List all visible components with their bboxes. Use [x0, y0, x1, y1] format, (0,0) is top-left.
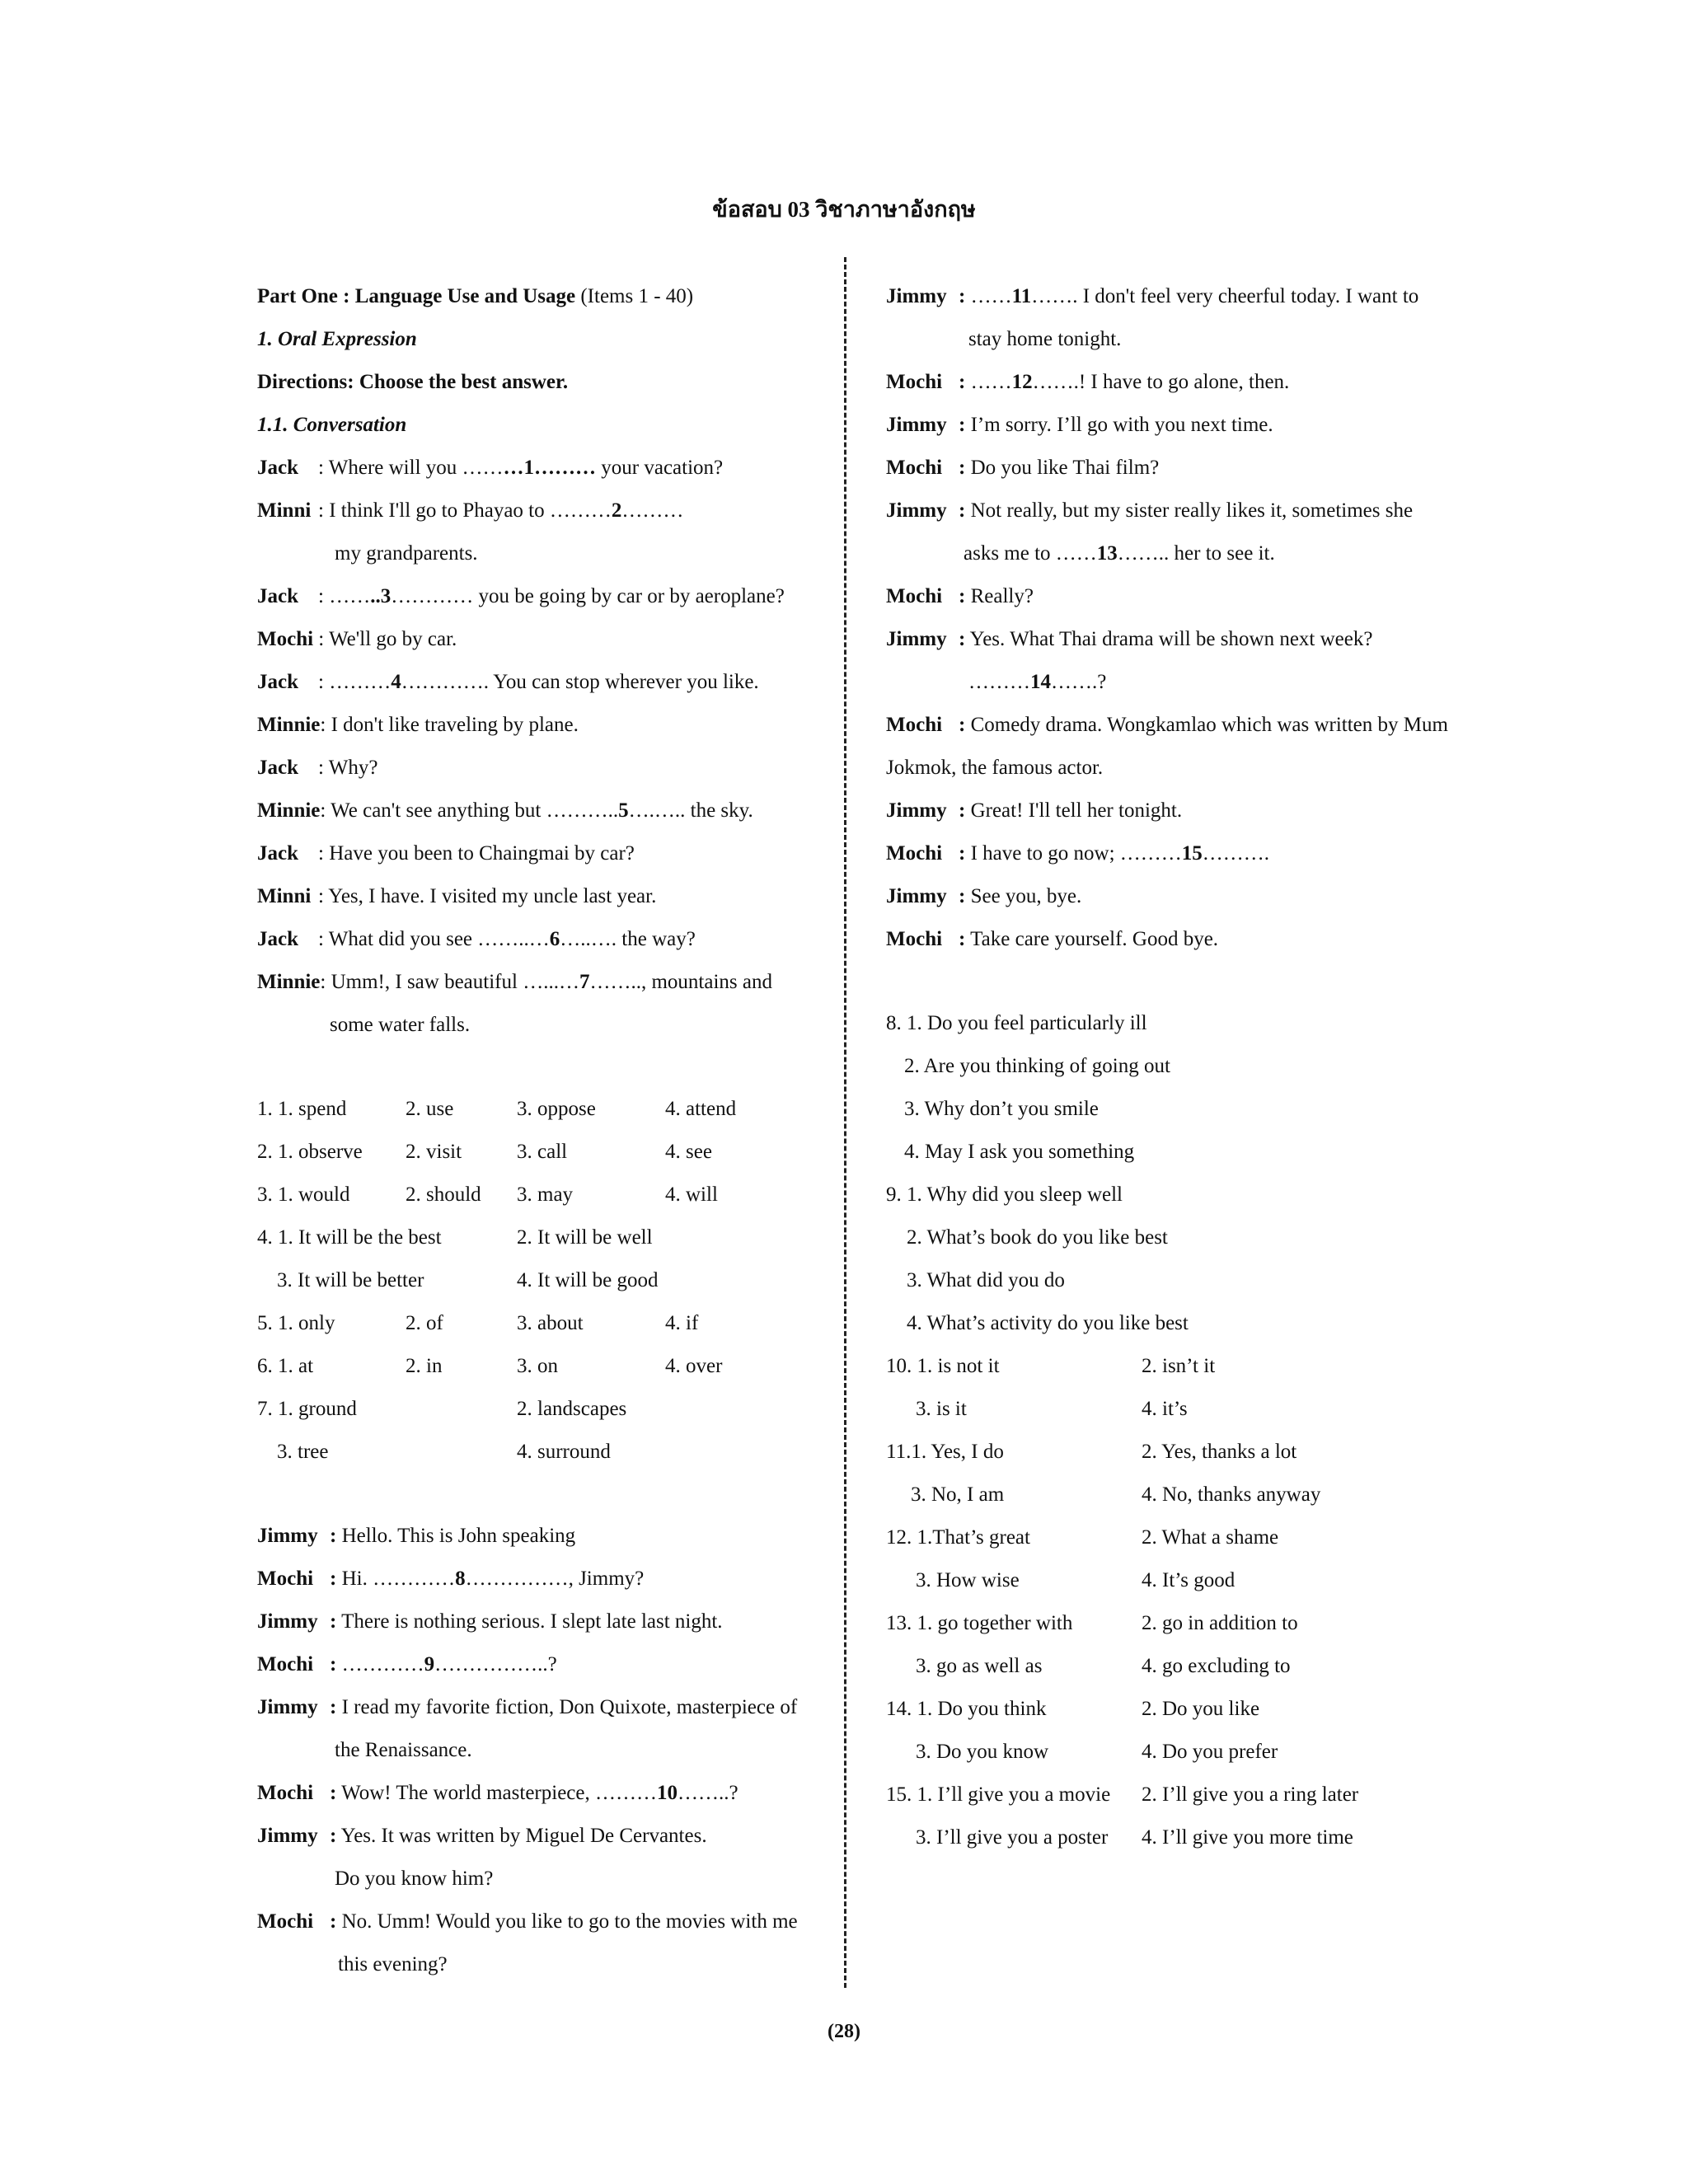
line-text: ………. — [1202, 842, 1270, 865]
blank-number: 4 — [391, 671, 401, 693]
option: 1. 1. spend — [257, 1098, 347, 1120]
line-text: ….….. the sky. — [628, 799, 753, 822]
dialogue-line — [257, 923, 826, 966]
option: 2. visit — [406, 1141, 462, 1163]
blank-number: 15 — [1181, 842, 1203, 865]
part-heading — [257, 280, 826, 323]
line-text: Umm!, I saw beautiful …...… — [331, 971, 579, 993]
dialogue-line — [257, 752, 826, 794]
speaker: Mochi — [257, 1568, 314, 1590]
dialogue-line — [886, 580, 1463, 623]
speaker: Jimmy — [886, 285, 947, 307]
line-text: Wow! The world masterpiece, ……… — [341, 1782, 657, 1804]
subsection-heading: 1.1. Conversation — [257, 414, 407, 436]
option: 3. is it — [916, 1398, 967, 1420]
dialogue-line — [257, 880, 826, 923]
line-text: Why? — [328, 757, 378, 779]
speaker: Jack — [257, 928, 298, 950]
separator: : — [320, 714, 326, 736]
line-text: the Renaissance. — [335, 1739, 472, 1761]
line-text: Great! I'll tell her tonight. — [970, 799, 1183, 822]
line-text: …….? — [1051, 671, 1107, 693]
left-column — [257, 280, 826, 1991]
speaker: Jack — [257, 457, 298, 479]
option-row — [257, 1307, 826, 1350]
option: 2. Are you thinking of going out — [904, 1055, 1170, 1077]
dialogue-continuation — [257, 1948, 826, 1991]
option: 6. 1. at — [257, 1355, 314, 1377]
part-title: Part One : Language Use and Usage — [257, 285, 576, 307]
option-row — [886, 1821, 1463, 1864]
dialogue-line — [257, 1520, 826, 1563]
option: 3. 1. would — [257, 1183, 350, 1206]
dialogue-continuation: Jokmok, the famous actor. — [886, 757, 1104, 779]
separator: : — [318, 585, 324, 607]
speaker: Jimmy — [257, 1825, 318, 1847]
line-text: stay home tonight. — [968, 328, 1122, 350]
blank-number: 7 — [579, 971, 590, 993]
option-row — [886, 1779, 1463, 1821]
blank-number: ..3 — [370, 585, 392, 607]
separator: : — [959, 414, 966, 436]
speaker: Jack — [257, 671, 298, 693]
option: 11.1. Yes, I do — [886, 1441, 1004, 1463]
line-text: ……… — [329, 671, 392, 693]
blank-number: …1……… — [503, 457, 597, 479]
line-text: …… — [329, 585, 371, 607]
option: 15. 1. I’ll give you a movie — [886, 1783, 1111, 1806]
separator: : — [959, 885, 966, 907]
line-text: ……………, Jimmy? — [465, 1568, 645, 1590]
separator: : — [959, 585, 966, 607]
option-row — [886, 1136, 1463, 1179]
speaker: Mochi — [257, 1653, 314, 1675]
blank-number: 14 — [1030, 671, 1051, 693]
line-text: There is nothing serious. I slept late last night. — [341, 1610, 723, 1633]
option-row — [886, 1307, 1463, 1350]
option: 5. 1. only — [257, 1312, 335, 1334]
speaker: Jimmy — [886, 414, 947, 436]
option: 4. will — [665, 1183, 718, 1206]
speaker: Mochi — [886, 842, 943, 865]
separator: : — [330, 1653, 337, 1675]
line-text: ……. I don't feel very cheerful today. I want to — [1031, 285, 1419, 307]
line-text: Take care yourself. Good bye. — [970, 928, 1219, 950]
speaker: Minni — [257, 885, 312, 907]
option-row — [257, 1350, 826, 1393]
dialogue-line — [886, 880, 1463, 923]
dialogue-continuation — [886, 537, 1463, 580]
dialogue-line — [257, 794, 826, 837]
dialogue-line — [886, 366, 1463, 409]
option: 2. Do you like — [1142, 1698, 1260, 1720]
option-row — [886, 1050, 1463, 1093]
line-text: Not really, but my sister really likes it, sometimes she — [970, 499, 1414, 522]
option-row — [886, 1093, 1463, 1136]
speaker: Minni — [257, 499, 312, 522]
speaker: Mochi — [886, 714, 943, 736]
option: 3. go as well as — [916, 1655, 1043, 1677]
line-text: I read my favorite fiction, Don Quixote, masterpiece of — [341, 1696, 798, 1718]
line-text: ……… — [621, 499, 684, 522]
column-divider — [844, 257, 846, 1988]
separator: : — [318, 457, 324, 479]
line-text: Comedy drama. Wongkamlao which was written by Mum — [970, 714, 1448, 736]
line-text: …… — [970, 285, 1012, 307]
line-text: …………. You can stop wherever you like. — [401, 671, 759, 693]
separator: : — [959, 714, 966, 736]
option: 12. 1.That’s great — [886, 1526, 1030, 1549]
separator: : — [318, 928, 324, 950]
dialogue-line — [257, 837, 826, 880]
dialogue-line — [257, 1905, 826, 1948]
option: 3. on — [517, 1355, 558, 1377]
separator: : — [959, 628, 966, 650]
separator: : — [318, 499, 324, 522]
line-text: Hi. ………… — [341, 1568, 456, 1590]
separator: : — [330, 1825, 337, 1847]
blank-number: 6 — [549, 928, 560, 950]
spacer — [257, 1052, 826, 1093]
separator: : — [330, 1910, 337, 1933]
separator: : — [330, 1610, 337, 1633]
dialogue-line — [886, 623, 1463, 666]
line-text: my grandparents. — [335, 542, 478, 565]
speaker: Jimmy — [886, 499, 947, 522]
separator: : — [330, 1696, 337, 1718]
line-text: ………… you be going by car or by aeroplane? — [391, 585, 785, 607]
option-row — [886, 1350, 1463, 1393]
option: 4. No, thanks anyway — [1142, 1483, 1321, 1506]
option: 3. How wise — [916, 1569, 1020, 1591]
option: 4. if — [665, 1312, 699, 1334]
speaker: Mochi — [886, 928, 943, 950]
dialogue-line — [886, 794, 1463, 837]
speaker: Minnie — [257, 971, 321, 993]
separator: : — [959, 457, 966, 479]
option: 2. should — [406, 1183, 481, 1206]
blank-number: 10 — [656, 1782, 678, 1804]
dialogue-line — [257, 1777, 826, 1820]
line-text: Yes. What Thai drama will be shown next week? — [969, 628, 1373, 650]
option: 7. 1. ground — [257, 1398, 357, 1420]
dialogue-line — [257, 452, 826, 494]
line-text: …….. her to see it. — [1117, 542, 1275, 565]
option: 3. oppose — [517, 1098, 596, 1120]
option-row — [257, 1179, 826, 1221]
dialogue-line — [886, 280, 1463, 323]
speaker: Jimmy — [886, 628, 947, 650]
option: 2. What’s book do you like best — [907, 1226, 1168, 1249]
option: 3. Do you know — [916, 1741, 1049, 1763]
separator: : — [318, 842, 324, 865]
option: 2. isn’t it — [1142, 1355, 1216, 1377]
line-text: …… — [970, 371, 1012, 393]
option: 4. Do you prefer — [1142, 1741, 1278, 1763]
line-text: asks me to …… — [964, 542, 1097, 565]
option: 2. It will be well — [517, 1226, 653, 1249]
speaker: Minnie — [257, 714, 321, 736]
option: 4. It will be good — [517, 1269, 659, 1291]
option: 4. go excluding to — [1142, 1655, 1291, 1677]
right-column — [886, 280, 1463, 1864]
option-row — [886, 1393, 1463, 1436]
separator: : — [330, 1782, 337, 1804]
option: 3. may — [517, 1183, 574, 1206]
option-row — [886, 1479, 1463, 1521]
line-text: Yes. It was written by Miguel De Cervantes. — [340, 1825, 707, 1847]
line-text: I don't like traveling by plane. — [331, 714, 579, 736]
option-row — [257, 1264, 826, 1307]
dialogue-line — [257, 666, 826, 709]
separator: : — [330, 1525, 337, 1547]
dialogue-continuation — [886, 666, 1463, 709]
option-row — [886, 1736, 1463, 1779]
option: 2. What a shame — [1142, 1526, 1279, 1549]
page-title: ข้อสอบ 03 วิชาภาษาอังกฤษ — [712, 197, 976, 222]
option: 8. 1. Do you feel particularly ill — [886, 1012, 1147, 1034]
separator: : — [959, 928, 966, 950]
option: 2. landscapes — [517, 1398, 627, 1420]
option: 3. tree — [277, 1441, 329, 1463]
speaker: Jimmy — [886, 799, 947, 822]
dialogue-continuation — [257, 537, 826, 580]
option: 3. I’ll give you a poster — [916, 1826, 1109, 1849]
spacer — [257, 1479, 826, 1520]
option: 4. What’s activity do you like best — [907, 1312, 1189, 1334]
option: 4. over — [665, 1355, 723, 1377]
line-text: No. Umm! Would you like to go to the movies with me — [341, 1910, 798, 1933]
option: 4. attend — [665, 1098, 737, 1120]
option-row — [886, 1221, 1463, 1264]
option-row — [886, 1607, 1463, 1650]
line-text: I have to go now; ……… — [970, 842, 1182, 865]
line-text: ……..? — [677, 1782, 738, 1804]
separator: : — [330, 1568, 337, 1590]
dialogue-line — [886, 709, 1463, 752]
line-text: Have you been to Chaingmai by car? — [329, 842, 635, 865]
blank-number: 8 — [455, 1568, 466, 1590]
option-row — [886, 1521, 1463, 1564]
option: 4. it’s — [1142, 1398, 1188, 1420]
option-row — [886, 1650, 1463, 1693]
option: 3. about — [517, 1312, 584, 1334]
line-text: I think I'll go to Phayao to ……… — [329, 499, 612, 522]
option: 2. in — [406, 1355, 443, 1377]
option-row — [886, 1436, 1463, 1479]
option: 14. 1. Do you think — [886, 1698, 1047, 1720]
dialogue-line — [886, 409, 1463, 452]
option: 2. Yes, thanks a lot — [1142, 1441, 1297, 1463]
dialogue-line — [257, 1691, 826, 1734]
option: 3. Why don’t you smile — [904, 1098, 1099, 1120]
option: 3. No, I am — [911, 1483, 1005, 1506]
section-heading: 1. Oral Expression — [257, 328, 417, 350]
option: 2. 1. observe — [257, 1141, 363, 1163]
speaker: Jimmy — [886, 885, 947, 907]
blank-number: 11 — [1011, 285, 1032, 307]
line-text: We'll go by car. — [329, 628, 457, 650]
dialogue-continuation — [257, 1863, 826, 1905]
speaker: Mochi — [886, 585, 943, 607]
blank-number: 2 — [611, 499, 622, 522]
option: 3. It will be better — [277, 1269, 424, 1291]
separator: : — [959, 371, 966, 393]
separator: : — [318, 671, 324, 693]
speaker: Mochi — [886, 457, 943, 479]
blank-number: 13 — [1096, 542, 1118, 565]
line-text: your vacation? — [601, 457, 724, 479]
speaker: Jack — [257, 585, 298, 607]
dialogue-line — [257, 709, 826, 752]
directions: Directions: Choose the best answer. — [257, 371, 569, 393]
line-text: …..…. the way? — [560, 928, 696, 950]
line-text: Really? — [970, 585, 1034, 607]
line-text: See you, bye. — [970, 885, 1082, 907]
dialogue-line — [886, 923, 1463, 966]
speaker: Mochi — [257, 628, 314, 650]
dialogue-line — [257, 966, 826, 1009]
dialogue-continuation — [257, 1734, 826, 1777]
option-row — [886, 1007, 1463, 1050]
separator: : — [318, 628, 325, 650]
option-row — [257, 1136, 826, 1179]
separator: : — [959, 799, 966, 822]
separator: : — [959, 285, 966, 307]
line-text: Do you know him? — [335, 1868, 494, 1890]
line-text: Yes, I have. I visited my uncle last year. — [328, 885, 657, 907]
part-items: (Items 1 - 40) — [580, 285, 694, 307]
spacer — [886, 966, 1463, 1007]
option-row — [886, 1179, 1463, 1221]
speaker: Mochi — [257, 1782, 314, 1804]
blank-number: 5 — [618, 799, 629, 822]
option: 4. I’ll give you more time — [1142, 1826, 1353, 1849]
speaker: Minnie — [257, 799, 321, 822]
line-text: Where will you …… — [328, 457, 504, 479]
option-row — [886, 1693, 1463, 1736]
line-text: ………… — [341, 1653, 424, 1675]
option: 4. May I ask you something — [904, 1141, 1135, 1163]
speaker: Mochi — [886, 371, 943, 393]
speaker: Jimmy — [257, 1696, 318, 1718]
speaker: Mochi — [257, 1910, 314, 1933]
option: 4. surround — [517, 1441, 611, 1463]
dialogue-line — [257, 623, 826, 666]
speaker: Jimmy — [257, 1610, 318, 1633]
dialogue-line — [257, 494, 826, 537]
line-text: …….! I have to go alone, then. — [1032, 371, 1290, 393]
option-row — [257, 1436, 826, 1479]
option: 2. use — [406, 1098, 454, 1120]
speaker: Jack — [257, 757, 298, 779]
line-text: Hello. This is John speaking — [341, 1525, 576, 1547]
line-text: We can't see anything but ……….. — [331, 799, 619, 822]
option-row — [886, 1264, 1463, 1307]
option: 4. 1. It will be the best — [257, 1226, 442, 1249]
dialogue-line — [257, 1605, 826, 1648]
dialogue-line — [886, 837, 1463, 880]
dialogue-line — [886, 452, 1463, 494]
option: 4. see — [665, 1141, 712, 1163]
page-number: (28) — [828, 2021, 860, 2042]
option: 2. of — [406, 1312, 443, 1334]
line-text: I’m sorry. I’ll go with you next time. — [970, 414, 1273, 436]
dialogue-line — [257, 1563, 826, 1605]
option: 13. 1. go together with — [886, 1612, 1073, 1634]
option-row — [886, 1564, 1463, 1607]
line-text: …….., mountains and — [589, 971, 772, 993]
speaker: Jack — [257, 842, 298, 865]
dialogue-continuation — [886, 323, 1463, 366]
line-text: ……… — [968, 671, 1030, 693]
separator: : — [318, 757, 324, 779]
dialogue-line — [257, 1648, 826, 1691]
option: 2. I’ll give you a ring later — [1142, 1783, 1359, 1806]
separator: : — [320, 971, 326, 993]
line-text: this evening? — [338, 1953, 448, 1975]
speaker: Jimmy — [257, 1525, 318, 1547]
dialogue-line — [886, 494, 1463, 537]
separator: : — [320, 799, 326, 822]
option-row — [257, 1093, 826, 1136]
separator: : — [318, 885, 324, 907]
dialogue-line — [257, 1820, 826, 1863]
line-text: some water falls. — [330, 1014, 471, 1036]
option-row — [257, 1393, 826, 1436]
blank-number: 12 — [1011, 371, 1033, 393]
option-row — [257, 1221, 826, 1264]
option: 3. call — [517, 1141, 568, 1163]
dialogue-line — [257, 580, 826, 623]
separator: : — [959, 842, 966, 865]
line-text: Do you like Thai film? — [970, 457, 1160, 479]
option: 4. It’s good — [1142, 1569, 1236, 1591]
dialogue-continuation — [257, 1009, 826, 1052]
line-text: What did you see ……..… — [328, 928, 550, 950]
option: 2. go in addition to — [1142, 1612, 1298, 1634]
option: 10. 1. is not it — [886, 1355, 1000, 1377]
line-text: ……………..? — [434, 1653, 557, 1675]
option: 9. 1. Why did you sleep well — [886, 1183, 1123, 1206]
blank-number: 9 — [424, 1653, 435, 1675]
option: 3. What did you do — [907, 1269, 1065, 1291]
separator: : — [959, 499, 966, 522]
